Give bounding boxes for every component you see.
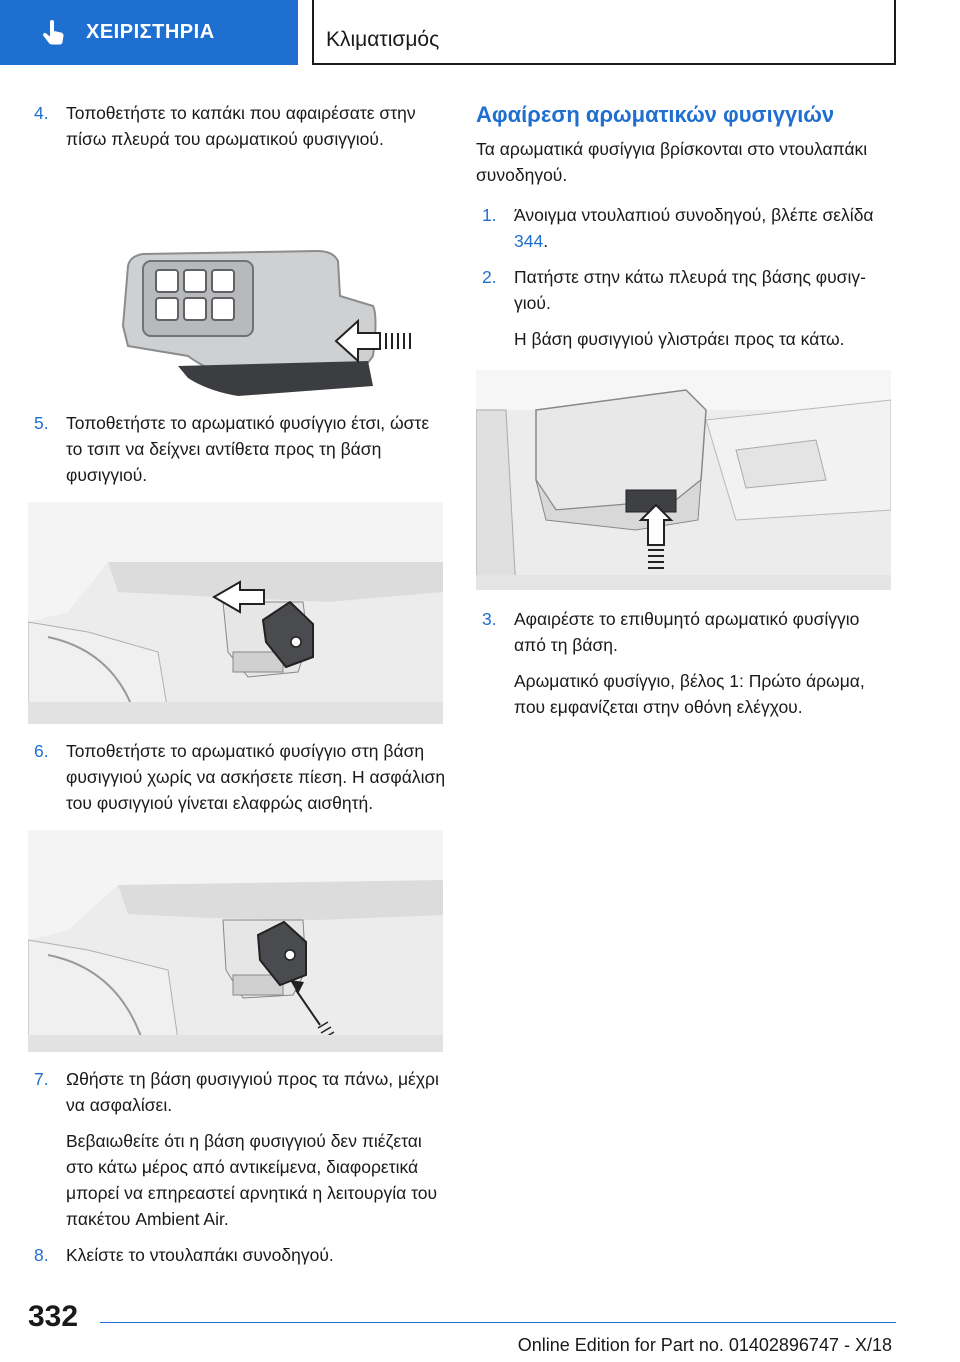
step-7-note: Βεβαιωθείτε ότι η βάση φυσιγγιού δεν πιέζεται στο κάτω μέρος από αντικείμενα, διαφορετικά μπορεί να επηρεαστεί αρνητικά η λειτουργία του πακέτου Ambient Air. (66, 1131, 438, 1229)
step-6 (28, 738, 448, 816)
step-number: 3. (482, 609, 497, 629)
step-number: 8. (34, 1245, 49, 1265)
intro-paragraph: Τα αρωματικά φυσίγγια βρίσκονται στο ντουλαπάκι συνοδηγού. (476, 139, 868, 185)
section-title: Κλιματισμός (326, 28, 440, 51)
right-column (476, 100, 896, 720)
step-r2 (476, 264, 896, 316)
footer-edition: Online Edition for Part no. 01402896747 - X/18 (517, 1335, 892, 1355)
step-text: Τοποθετήστε το αρωματικό φυσίγγιο έτσι, ώστε το τσιπ να δείχνει αντίθετα προς τη βάση φυσιγγιού. (66, 413, 430, 485)
step-text: Άνοιγμα ντουλαπιού συνοδηγού, βλέπε σελίδα 344. (514, 205, 874, 251)
figure-chip-orientation (28, 502, 443, 724)
footer-rule (100, 1322, 896, 1323)
step-number: 2. (482, 267, 497, 287)
step-r1 (476, 202, 896, 254)
subsection-title: Αφαίρεση αρωματικών φυσιγγιών (476, 102, 835, 127)
step-number: 5. (34, 413, 49, 433)
step-number: 7. (34, 1069, 49, 1089)
step-5 (28, 410, 448, 488)
step-8 (28, 1242, 448, 1268)
hand-pointer-icon (36, 15, 72, 51)
step-text: Τοποθετήστε το καπάκι που αφαιρέσατε στην πίσω πλευρά του αρωματικού φυσιγγιού. (66, 103, 416, 149)
figure-cartridge-cap (28, 156, 448, 406)
step-text: Κλείστε το ντουλαπάκι συνοδηγού. (66, 1245, 334, 1265)
step-4 (28, 100, 448, 152)
page-number: 332 (28, 1300, 79, 1333)
chapter-tab-label: ΧΕΙΡΙΣΤΗΡΙΑ (86, 21, 215, 43)
chapter-tab[interactable] (0, 0, 298, 65)
step-r2-note: Η βάση φυσιγγιού γλιστράει προς τα κάτω. (514, 329, 845, 349)
step-text: Πατήστε στην κάτω πλευρά της βάσης φυσιγγιού. (514, 267, 866, 313)
page-link-344[interactable]: 344 (514, 231, 544, 251)
step-7 (28, 1066, 448, 1118)
step-number: 4. (34, 103, 49, 123)
step-text: Ωθήστε τη βάση φυσιγγιού προς τα πάνω, μέχρι να ασφαλίσει. (66, 1069, 439, 1115)
step-number: 6. (34, 741, 49, 761)
step-number: 1. (482, 205, 497, 225)
step-text: Τοποθετήστε το αρωματικό φυσίγγιο στη βάση φυσιγγιού χωρίς να ασκήσετε πίεση. Η ασφάλιση του φυσιγγιού γίνεται ελαφρώς αισθητή. (66, 741, 446, 813)
figure-press-holder (476, 370, 891, 590)
figure-insert-cartridge (28, 830, 443, 1052)
step-r3-note: Αρωματικό φυσίγγιο, βέλος 1: Πρώτο άρωμα, που εμφανίζεται στην οθόνη ελέγχου. (514, 671, 865, 717)
step-text: Αφαιρέστε το επιθυμητό αρωματικό φυσίγγιο από τη βάση. (514, 609, 860, 655)
left-column (28, 100, 448, 1268)
step-r3 (476, 606, 896, 658)
